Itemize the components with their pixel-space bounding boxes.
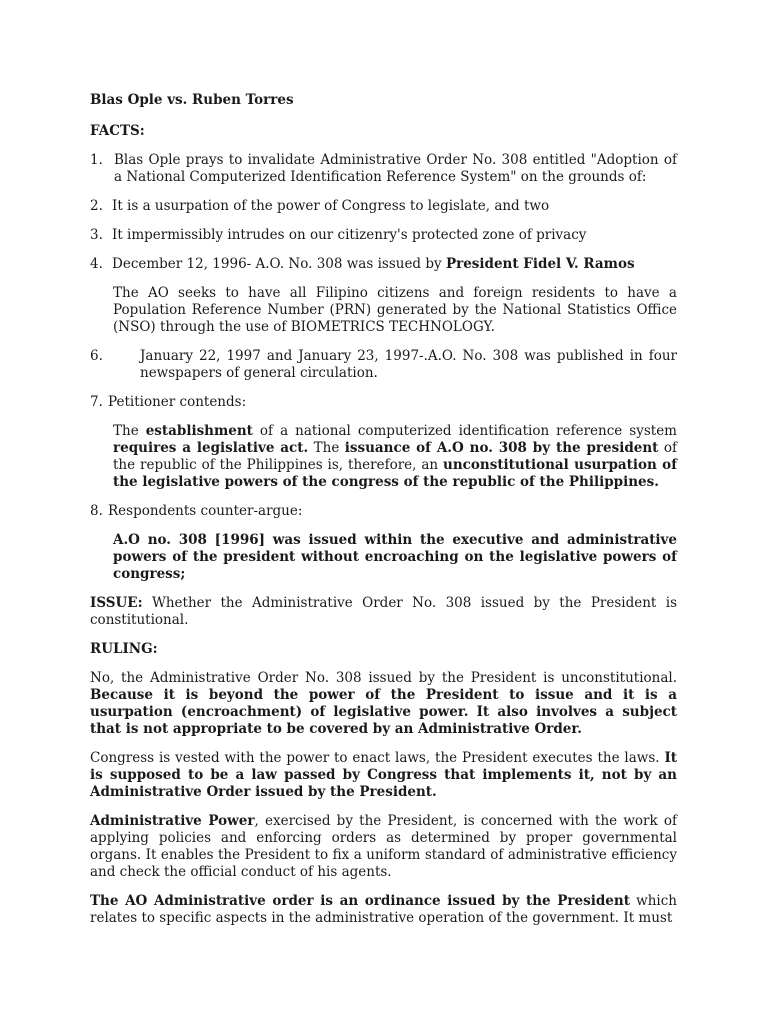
fact-text: January 22, 1997 and January 23, 1997-.A.O. No. 308 was published in four newspapers of general circulation. bbox=[140, 348, 677, 381]
fact-number: 6. bbox=[90, 348, 103, 364]
congress-paragraph: Congress is vested with the power to enact laws, the President executes the laws. It is supposed to be a law passed by Congress that implements it, not by an Administrative Order issued by the President. bbox=[90, 750, 677, 800]
fact-item-1 bbox=[90, 152, 677, 186]
fact-item-2 bbox=[90, 198, 677, 215]
president-name: President Fidel V. Ramos bbox=[445, 256, 635, 272]
ruling-paragraph: No, the Administrative Order No. 308 issued by the President is unconstitutional. Because it is beyond the power of the President to issue and it is a usurpation (encroachment) of legislative power. It also involves a subject that is not appropriate to be covered by an Administrative Order. bbox=[90, 670, 677, 737]
fact-item-6 bbox=[90, 348, 677, 382]
administrative-order-paragraph: The AO Administrative order is an ordinance issued by the President which relates to specific aspects in the administrative operation of the government. It must bbox=[90, 893, 677, 926]
fact-item-7 bbox=[90, 394, 677, 411]
fact-item-3 bbox=[90, 227, 677, 244]
fact-item-4 bbox=[90, 256, 677, 273]
document-body bbox=[90, 92, 677, 927]
fact-text: It is a usurpation of the power of Congress to legislate, and two bbox=[112, 198, 550, 214]
ruling-heading: RULING: bbox=[90, 641, 158, 657]
administrative-power-paragraph: Administrative Power, exercised by the President, is concerned with the work of applying policies and enforcing orders as determined by proper governmental organs. It enables the President to fix a uniform standard of administrative efficiency and check the official conduct of his agents. bbox=[90, 813, 677, 880]
issue-label: ISSUE: bbox=[90, 595, 143, 611]
case-title: Blas Ople vs. Ruben Torres bbox=[90, 92, 294, 108]
fact-text: December 12, 1996- A.O. No. 308 was issued by President Fidel V. Ramos bbox=[112, 256, 635, 272]
respondents-argument: A.O no. 308 [1996] was issued within the executive and administrative powers of the president without encroaching on the legislative powers of congress; bbox=[113, 532, 677, 582]
fact-number: 3. bbox=[90, 227, 103, 243]
fact-item-8 bbox=[90, 503, 677, 520]
fact-text: Blas Ople prays to invalidate Administrative Order No. 308 entitled "Adoption of a National Computerized Identification Reference System" on the grounds of: bbox=[114, 152, 677, 185]
fact-number: 1. bbox=[90, 152, 103, 168]
fact-text: It impermissibly intrudes on our citizenry's protected zone of privacy bbox=[112, 227, 587, 243]
ao-description: The AO seeks to have all Filipino citizens and foreign residents to have a Population Reference Number (PRN) generated by the National Statistics Office (NSO) through the use of BIOMETRICS TECHNOLOGY. bbox=[113, 285, 677, 335]
fact-text: Petitioner contends: bbox=[108, 394, 247, 410]
issue-paragraph: ISSUE: Whether the Administrative Order No. 308 issued by the President is constitutional. bbox=[90, 595, 677, 628]
fact-number: 7. bbox=[90, 394, 103, 410]
fact-text: Respondents counter-argue: bbox=[108, 503, 303, 519]
fact-number: 4. bbox=[90, 256, 103, 272]
petitioner-contention: The establishment of a national computerized identification reference system requires a legislative act. The issuance of A.O no. 308 by the president of the republic of the Philippines is, therefore, an unconstitutional usurpation of the legislative powers of the congress of the republic of the Philippines. bbox=[113, 423, 677, 490]
fact-number: 2. bbox=[90, 198, 103, 214]
fact-number: 8. bbox=[90, 503, 103, 519]
facts-heading: FACTS: bbox=[90, 123, 145, 139]
